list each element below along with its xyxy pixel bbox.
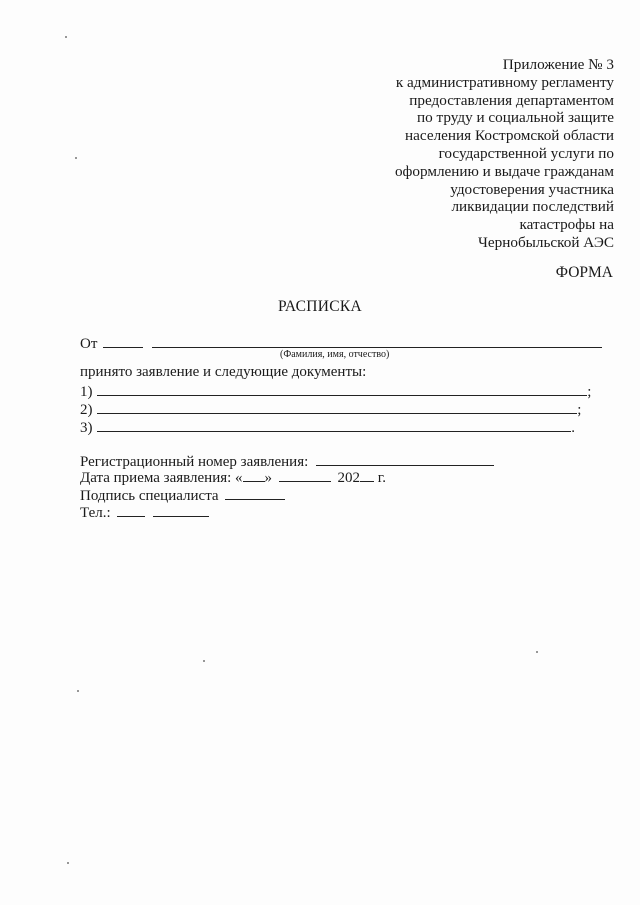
date-open-quote: « xyxy=(235,470,243,486)
appendix-line: Приложение № 3 xyxy=(502,56,614,73)
name-hint: (Фамилия, имя, отчество) xyxy=(280,349,390,360)
item-number: 2) xyxy=(80,402,93,418)
appendix-line: к административному регламенту xyxy=(395,73,614,91)
appendix-header xyxy=(354,56,614,252)
appendix-line: населения Костромской области xyxy=(405,127,614,145)
date-close-quote: » xyxy=(264,470,273,486)
item-number: 1) xyxy=(80,384,93,400)
scan-speck xyxy=(536,651,538,653)
reg-number-field[interactable] xyxy=(316,451,494,466)
date-year-field[interactable] xyxy=(360,467,374,482)
reg-number-label: Регистрационный номер заявления: xyxy=(80,454,309,470)
document-field-3[interactable] xyxy=(97,417,571,432)
date-line xyxy=(80,467,386,487)
document-field-1[interactable] xyxy=(97,381,587,396)
document-item-2 xyxy=(80,399,581,419)
form-label: ФОРМА xyxy=(555,264,613,281)
signature-field[interactable] xyxy=(225,485,285,500)
appendix-line: ликвидации последствий xyxy=(451,198,614,216)
date-label: Дата приема заявления: xyxy=(80,470,232,486)
scan-speck xyxy=(65,36,67,38)
document-item-1 xyxy=(80,381,591,401)
from-blank-short xyxy=(103,333,143,348)
appendix-line: государственной услуги по xyxy=(438,144,614,162)
phone-label: Тел.: xyxy=(80,505,111,521)
document-title: РАСПИСКА xyxy=(277,298,363,315)
document-item-3 xyxy=(80,417,575,437)
date-month-field[interactable] xyxy=(279,467,331,482)
from-label: От xyxy=(80,336,98,352)
item-end: . xyxy=(571,420,575,436)
document-field-2[interactable] xyxy=(97,399,577,414)
scan-speck xyxy=(75,157,77,159)
accepted-text: принято заявление и следующие документы: xyxy=(80,364,367,380)
date-day-field[interactable] xyxy=(243,467,265,482)
year-suffix: г. xyxy=(377,470,387,486)
scan-speck xyxy=(67,862,69,864)
appendix-line: удостоверения участника xyxy=(450,180,614,198)
scan-speck xyxy=(77,690,79,692)
full-name-field[interactable] xyxy=(152,333,602,348)
item-end: ; xyxy=(587,384,592,400)
signature-label: Подпись специалиста xyxy=(80,488,219,504)
appendix-line: предоставления департаментом xyxy=(409,91,614,109)
item-number: 3) xyxy=(80,420,93,436)
phone-number-field[interactable] xyxy=(153,502,209,517)
item-end: ; xyxy=(577,402,582,418)
appendix-line: по труду и социальной защите xyxy=(417,109,614,127)
phone-code-field[interactable] xyxy=(117,502,145,517)
year-prefix: 202 xyxy=(337,470,361,486)
appendix-line: оформлению и выдаче гражданам xyxy=(394,162,614,180)
appendix-line: катастрофы на xyxy=(519,216,614,234)
appendix-line: Чернобыльской АЭС xyxy=(478,233,614,251)
phone-line xyxy=(80,502,209,522)
scan-speck xyxy=(203,660,205,662)
